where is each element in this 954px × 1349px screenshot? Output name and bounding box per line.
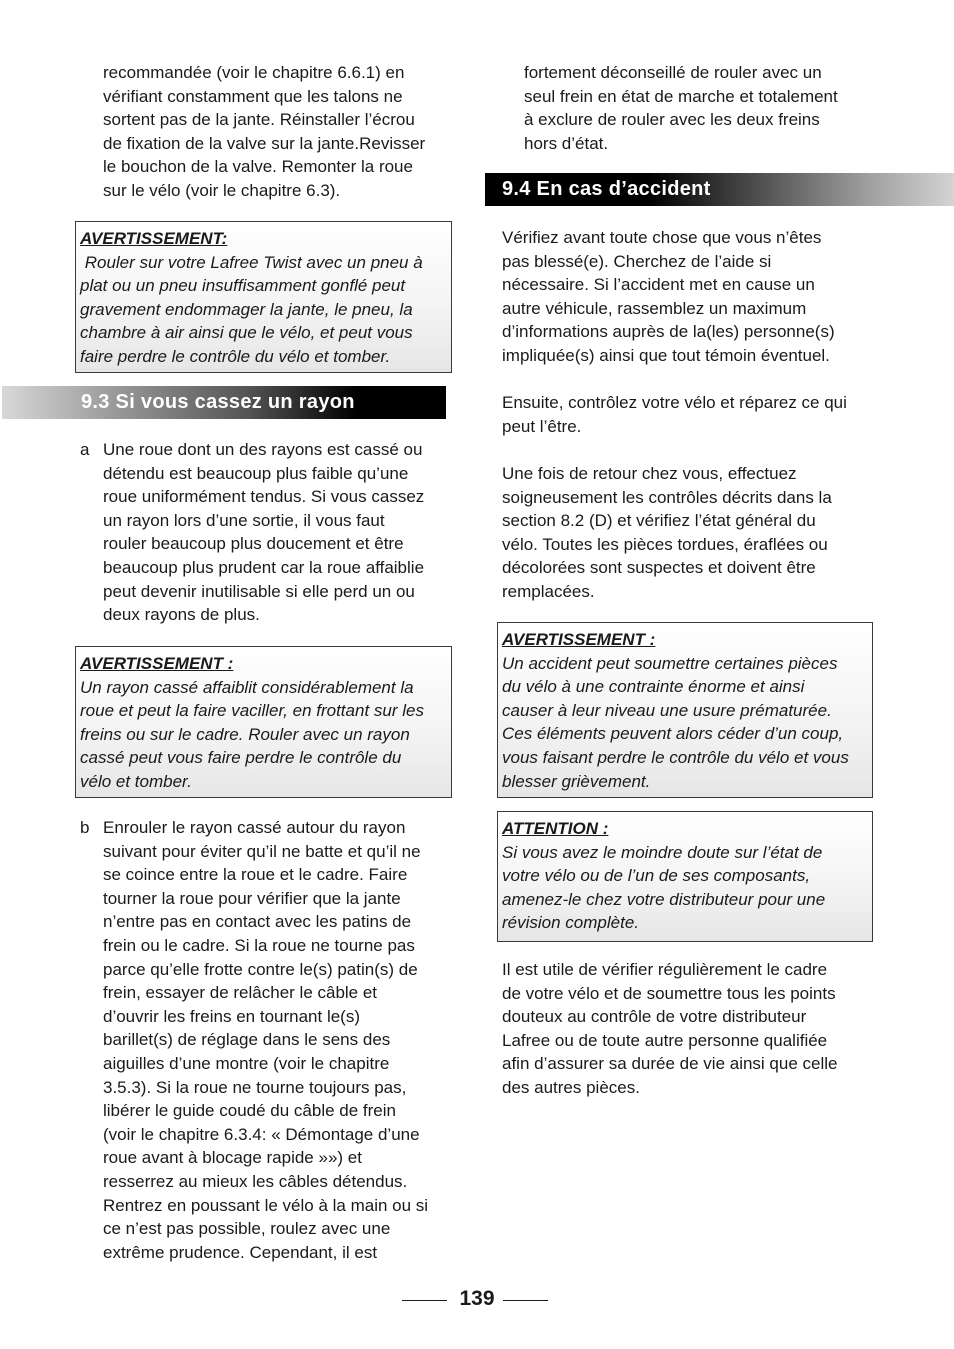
text-line: Il est utile de vérifier régulièrement le cadre <box>502 960 828 979</box>
text-line: rouler beaucoup plus doucement et être <box>103 534 404 554</box>
text-line: recommandée (voir le chapitre 6.6.1) en <box>103 63 405 82</box>
text-line: des autres pièces. <box>502 1077 640 1097</box>
accident-paragraph-4 <box>502 958 874 1100</box>
text-line: aiguilles d’une montre (voir le chapitre <box>103 1053 390 1073</box>
list-marker: a <box>80 440 90 459</box>
warning-line: roue et peut la faire vaciller, en frottant sur les <box>80 701 424 721</box>
warning-line: du vélo à une contrainte énorme et ainsi <box>502 677 805 697</box>
text-line: frein ou le cadre. Si la roue ne tourne pas <box>103 935 415 955</box>
accident-paragraph-2 <box>502 391 874 438</box>
text-line: sortent pas de la jante. Réinstaller l’écrou <box>103 110 415 130</box>
text-line: Une fois de retour chez vous, effectuez <box>502 464 797 483</box>
text-line: libérer le guide coudé du câble de frein <box>103 1101 396 1121</box>
section-heading-9-3: 9.3 Si vous cassez un rayon <box>2 386 446 419</box>
text-line: tourner la roue pour vérifier que la jante <box>103 888 401 908</box>
text-line: deux rayons de plus. <box>103 605 260 625</box>
right-continuation-paragraph <box>524 61 874 155</box>
attention-line: révision complète. <box>502 913 640 933</box>
text-line: Enrouler le rayon cassé autour du rayon <box>103 818 406 837</box>
text-line: resserrez au mieux les câbles détendus. <box>103 1171 408 1191</box>
text-line: ce n’est pas possible, roulez avec une <box>103 1219 391 1239</box>
warning-line: Un rayon cassé affaiblit considérablement la <box>80 677 414 697</box>
text-line: parce qu’elle frotte contre le(s) patin(s) de <box>103 959 418 979</box>
attention-line: votre vélo ou de l’un de ses composants, <box>502 866 811 886</box>
text-line: vélo. Toutes les pièces tordues, éraflées ou <box>502 534 828 554</box>
warning-line: vélo et tomber. <box>80 771 192 791</box>
text-line: peut l’être. <box>502 416 582 436</box>
text-line: hors d’état. <box>524 133 609 153</box>
text-line: n’entre pas en contact avec les patins de <box>103 912 412 932</box>
text-line: douteux au contrôle de votre distributeur <box>502 1007 807 1027</box>
text-line: le bouchon de la valve. Remonter la roue <box>103 157 413 177</box>
text-line: Ensuite, contrôlez votre vélo et réparez ce qui <box>502 393 847 412</box>
warning-line: freins ou sur le cadre. Rouler avec un rayon <box>80 724 410 744</box>
text-line: décolorées sont suspectes et doivent être <box>502 558 816 578</box>
warning-line: faire perdre le contrôle du vélo et tomber. <box>80 346 391 366</box>
text-line: de fixation de la valve sur la jante.Revisser <box>103 133 426 153</box>
text-line: impliquée(s) ainsi que tout témoin éventuel. <box>502 345 830 365</box>
accident-paragraph-1 <box>502 226 874 368</box>
text-line: détendu est beaucoup plus faible qu’une <box>103 463 409 483</box>
attention-box <box>497 811 873 942</box>
accident-paragraph-3 <box>502 462 874 604</box>
text-line: (voir le chapitre 6.3.4: « Démontage d’une <box>103 1124 420 1144</box>
warning-title: AVERTISSEMENT : <box>80 654 234 673</box>
text-line: 3.5.3). Si la roue ne tourne toujours pas, <box>103 1077 407 1097</box>
attention-line: Si vous avez le moindre doute sur l’état de <box>502 842 823 862</box>
attention-title: ATTENTION : <box>502 819 609 838</box>
text-line: afin d’assurer sa durée de vie ainsi que celle <box>502 1054 838 1074</box>
left-intro-paragraph <box>103 61 453 203</box>
text-line: extrême prudence. Cependant, il est <box>103 1242 378 1262</box>
text-line: vérifiant constamment que les talons ne <box>103 86 403 106</box>
list-item-a <box>80 438 452 628</box>
text-line: roue avant à blocage rapide »») et <box>103 1148 362 1168</box>
warning-title: AVERTISSEMENT: <box>80 229 228 248</box>
text-line: d’ouvrir les freins en tournant le(s) <box>103 1006 361 1026</box>
footer-rule-right <box>503 1300 548 1301</box>
text-line: soigneusement les contrôles décrits dans la <box>502 487 832 507</box>
list-marker: b <box>80 818 90 837</box>
text-line: d’informations auprès de la(les) personne(s) <box>502 322 835 342</box>
text-line: autre véhicule, rassemblez un maximum <box>502 298 807 318</box>
warning-title: AVERTISSEMENT : <box>502 630 656 649</box>
warning-line: cassé peut vous faire perdre le contrôle du <box>80 748 402 768</box>
attention-line: amenez-le chez votre distributeur pour une <box>502 889 826 909</box>
text-line: roue uniformément tendus. Si vous cassez <box>103 487 425 507</box>
warning-line: Rouler sur votre Lafree Twist avec un pneu à <box>80 252 423 272</box>
text-line: sur le vélo (voir le chapitre 6.3). <box>103 180 341 200</box>
page-number: 139 <box>459 1287 495 1310</box>
text-line: se coince entre la roue et le cadre. Faire <box>103 865 408 885</box>
text-line: à exclure de rouler avec les deux freins <box>524 110 820 130</box>
warning-line: blesser grièvement. <box>502 771 651 791</box>
warning-line: plat ou un pneu insuffisamment gonflé peut <box>80 276 406 296</box>
text-line: fortement déconseillé de rouler avec un <box>524 63 822 82</box>
text-line: section 8.2 (D) et vérifiez l’état général du <box>502 511 816 531</box>
text-line: Une roue dont un des rayons est cassé ou <box>103 440 423 459</box>
warning-line: causer à leur niveau une usure prématurée. <box>502 700 832 720</box>
text-line: Rentrez en poussant le vélo à la main ou si <box>103 1195 429 1215</box>
text-line: frein, essayer de relâcher le câble et <box>103 983 378 1003</box>
text-line: nécessaire. Si l’accident met en cause un <box>502 275 815 295</box>
text-line: seul frein en état de marche et totalement <box>524 86 838 106</box>
text-line: beaucoup plus prudent car la roue affaiblie <box>103 557 425 577</box>
warning-box-flat-tire <box>75 221 452 373</box>
section-heading-9-4: 9.4 En cas d’accident <box>485 173 954 206</box>
warning-line: Un accident peut soumettre certaines pièces <box>502 653 838 673</box>
text-line: remplacées. <box>502 581 595 601</box>
warning-line: chambre à air ainsi que le vélo, et peut vous <box>80 323 413 343</box>
warning-box-broken-spoke <box>75 646 452 798</box>
text-line: suivant pour éviter qu’il ne batte et qu’il ne <box>103 841 421 861</box>
list-item-b <box>80 816 452 1268</box>
text-line: Lafree ou de toute autre personne qualifiée <box>502 1030 828 1050</box>
warning-line: vous faisant perdre le contrôle du vélo et vous <box>502 747 849 767</box>
text-line: Vérifiez avant toute chose que vous n’êtes <box>502 228 822 247</box>
text-line: pas blessé(e). Cherchez de l’aide si <box>502 251 772 271</box>
warning-box-accident <box>497 622 873 798</box>
text-line: de votre vélo et de soumettre tous les points <box>502 983 836 1003</box>
text-line: un rayon lors d’une sortie, il vous faut <box>103 510 385 530</box>
warning-line: gravement endommager la jante, le pneu, la <box>80 299 413 319</box>
text-line: barillet(s) de réglage dans le sens des <box>103 1030 391 1050</box>
text-line: peut devenir inutilisable si elle perd un ou <box>103 581 415 601</box>
warning-line: Ces éléments peuvent alors céder d’un coup, <box>502 724 844 744</box>
